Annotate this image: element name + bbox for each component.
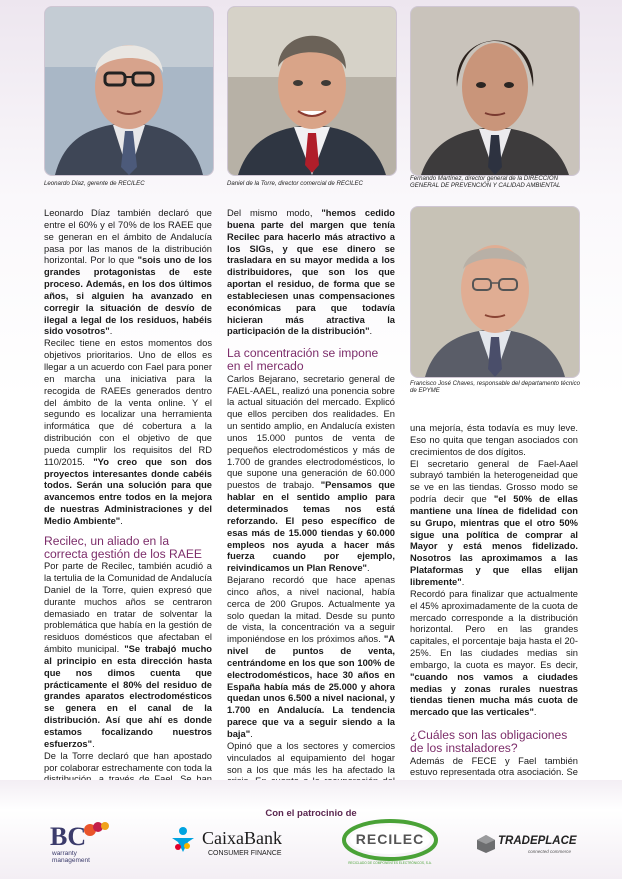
photo-caption: Leonardo Díaz, gerente de RECILEC — [44, 180, 145, 187]
paragraph — [227, 208, 395, 338]
photo-leonardo-diaz — [44, 6, 214, 176]
tradeplace-cube-icon — [476, 834, 496, 854]
recilec-subtitle: RECICLADO DE COMPONENTES ELECTRÓNICOS, S.A. — [348, 861, 432, 865]
text-column-2 — [227, 208, 395, 812]
photo-francisco-jose-chaves — [410, 206, 580, 378]
text-span: . — [366, 563, 370, 574]
portrait-image — [45, 7, 213, 175]
portrait-image — [228, 7, 396, 175]
tradeplace-logo — [476, 832, 586, 858]
tradeplace-name: TRADEPLACE — [498, 835, 577, 847]
paragraph: Además de FECE y Fael también estuvo representada otra asociación. Se — [410, 755, 578, 778]
photo-caption: Daniel de la Torre, director comercial de RECILEC — [227, 180, 363, 187]
recilec-name: RECILEC — [355, 831, 425, 847]
paragraph — [410, 589, 578, 719]
text-span: . — [109, 326, 113, 337]
sponsor-title: Con el patrocinio de — [265, 808, 357, 819]
quote: "sois uno de los grandes protagonistas de este proceso. Además, en los dos últimos años, si alguien ha avanzado en corregir la situación de desvío de ilegal a legal de los residuos, habéis sido vosotros" — [44, 255, 212, 337]
paragraph: De la Torre declaró que han apostado por colaborar estrechamente con toda la — [44, 750, 212, 773]
quote: "Pensamos que hablar en el sentido amplio para determinados temas nos está reforzando. El peso específico de esas más de 15.000 tiendas y 60.000 empleos nos ayuda a hacer más fuerza cuando por ejemplo, reivindicamos un Plan Renove" — [227, 480, 395, 574]
text-span: Recilec tiene en estos momentos dos objetivos prioritarios. Uno de ellos es llegar a un acuerdo con Fael para poner en marcha una iniciativa para la recogida de RAEEs generados dentro del ámbito de la venta online. Y el segundo es localizar una herramienta informática que dé cobertura a la distribución con el objetivo de que pueda cumplir los requisitos del RD 110/2015. — [44, 338, 212, 467]
portrait-image — [411, 7, 579, 175]
text-span: Por parte de Recilec, también acudió a la tertulia de la Comunidad de Andalucía Daniel de la Torre, quien expresó que durante muchos años se centraron demasiado en tratar de solventar la problemática que había en la gestión de residuos domésticos que afectaban el ámbito municipal. — [44, 561, 212, 655]
text-span: Bejarano recordó que hace apenas cinco años, a nivel nacional, había cerca de 200 Grupos. Actualmente ya solo quedan la mitad. Desde su punto de vista, la concentración va a seguir imponiéndose en los próximos años. — [227, 575, 395, 645]
quote: "cuando nos vamos a ciudades medias y zonas rurales nuestras tiendas tienen mucha más cuota de mercado que las verticales" — [410, 671, 578, 718]
paragraph — [44, 561, 212, 751]
bc-management-text: management — [52, 857, 90, 864]
text-span: . — [533, 707, 537, 718]
caixabank-subtitle: CONSUMER FINANCE — [208, 850, 282, 857]
bc-warranty-text: warranty — [52, 850, 77, 857]
quote: "el 50% de ellas mantiene una línea de fidelidad con su Grupo, mientras que el otro 50% sigue una política de comprar al Mayor y está menos fidelizado. Nosotros las aproximamos a las Plataformas y que ellas elijan libremente" — [410, 494, 578, 587]
section-heading: La concentración se impone en el mercado — [227, 346, 379, 374]
quote: "Se trabajó mucho al principio en esta dirección hasta que nos dimos cuenta que prácticamente el 80% del residuo de grandes aparatos electrodomésticos se genera en el canal de la distribución. Así que ahí es donde estamos focalizando nuestros esfuerzos" — [44, 644, 212, 749]
paragraph — [227, 575, 395, 741]
photo-fernando-martinez — [410, 6, 580, 176]
paragraph: una mejoría, ésta todavía es muy leve. Eso no quita que tengan asociados con crecimientos de dos dígitos. — [410, 423, 578, 457]
text-span: . — [250, 729, 253, 739]
recilec-logo — [340, 818, 440, 868]
text-span: . — [369, 326, 373, 337]
paragraph — [44, 338, 212, 528]
quote: "A nivel de puntos de venta, centrándome en los que son 100% de electrodomésticos, hace 30 años en España había más de 25.000 y ahora quedan unos 6.500 a nivel nacional, y 1.700 en Andalucía. La tendencia parece que va a seguir siendo a la baja" — [227, 634, 395, 739]
paragraph: Opinó que a los sectores y comercios vinculados al equipamiento del hogar son a los que más les ha afectado la — [227, 740, 395, 775]
paragraph — [410, 459, 578, 589]
text-span: El secretario general de Fael-Aael subrayó también la heterogeneidad que se ve en las tiendas. Grosso modo se podría decir que — [410, 458, 578, 505]
bc-letters: BC — [50, 822, 87, 851]
caixabank-logo — [168, 820, 298, 864]
paragraph — [227, 374, 395, 575]
section-heading: Recilec, un aliado en la correcta gestión de los RAEE — [44, 533, 202, 561]
text-span: Carlos Bejarano, secretario general de FAEL-AAEL, realizó una ponencia sobre la actual situación del mercado. Explicó que ellos perciben dos realidades. En un sentido amplio, en Andalucía existen unos 15.000 puntos de venta de pequeños electrodomésticos y más de 1.700 de grandes electrodomésticos, lo que supone una generación de 60.000 puestos de trabajo. — [227, 373, 395, 491]
photo-caption: Fernando Martínez, director general de la DIRECCIÓN GENERAL DE PREVENCIÓN Y CALIDAD AMBIENTAL — [410, 175, 561, 190]
text-span: . — [461, 576, 465, 587]
photo-daniel-de-la-torre — [227, 6, 397, 176]
text-span: . — [120, 515, 123, 526]
text-column-3 — [410, 423, 578, 803]
paragraph — [44, 208, 212, 338]
section-heading: ¿Cuáles son las obligaciones de los instaladores? — [410, 728, 568, 756]
caixabank-star-icon — [168, 824, 198, 854]
bc-warranty-logo — [50, 818, 120, 864]
caixabank-name: CaixaBank — [202, 828, 282, 848]
quote: "Yo creo que son dos proyectos interesantes donde cabéis todos. Serán una solución para que avancemos entre todos en la mejora de nuestras Administraciones y del Medio Ambiente" — [44, 456, 212, 526]
text-column-1 — [44, 208, 212, 810]
text-span: Recordó para finalizar que actualmente el 45% aproximadamente de la cuota de mercado corresponde a la distribución horizontal. Pero en las grandes capitales, el porcentaje baja hasta el 20-25%. En las ciudades medias sin embargo, la cuota es mayor. Es decir, — [410, 588, 578, 670]
tradeplace-subtitle: connected commerce — [528, 849, 572, 854]
photo-caption: Francisco José Chaves, responsable del departamento técnico de EPYME — [410, 380, 581, 395]
text-span: Leonardo Díaz también declaró que entre el 60% y el 70% de los RAEE que se generan en el ámbito de Andalucía pasa por las manos de la distribución horizontal. Por lo que — [44, 208, 212, 266]
quote: "hemos cedido buena parte del margen que tenía Recilec para hacerlo más atractivo a los SIGs, y que ese dinero se trasladara en su mayor medida a los distribuidores, que son los que aportan el residuo, de forma que se estableciesen unas compensaciones económicas para que todavía hicieran más atractiva la participación de la distribución" — [227, 208, 395, 337]
portrait-image — [411, 207, 579, 377]
text-span: . — [92, 738, 95, 749]
text-span: Del mismo modo, — [227, 208, 322, 218]
